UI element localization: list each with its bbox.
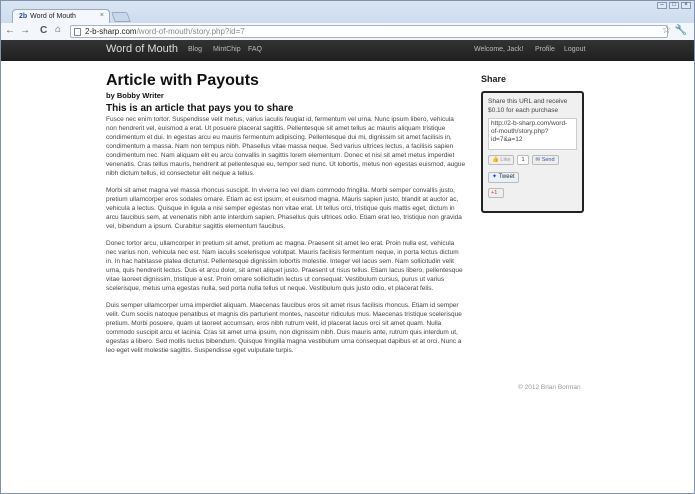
nav-faq[interactable]: FAQ <box>248 46 263 53</box>
page-icon <box>74 28 81 36</box>
share-heading: Share <box>481 74 507 84</box>
facebook-like-button[interactable]: 👍 Like <box>488 155 514 165</box>
url-host: 2-b-sharp.com <box>85 27 137 36</box>
twitter-bird-icon: ✦ <box>492 174 498 180</box>
article-paragraph: Donec tortor arcu, ullamcorper in pretium sit amet, pretium ac magna. Praesent sit amet leo erat. Proin nulla est, vehicula nec varius non, vehicula nec est. Nam iaculis scelerisque volutpat. Mauris facilisis fermentum neque, in porta lectus dictum in. In hac habitasse platea dictumst. Pellentesque dignissim lobortis molestie. Integer vel lacus sem. Nam sollicitudin velit urna, quis hendrerit lectus. Duis et arcu dolor, sit amet aliquet justo. Praesent ut risus tellus. Etiam lacus libero, pellentesque vitae laoreet dignissim, tristique a est. Proin ornare sollicitudin lectus ut consequat. Vestibulum cursus, purus ut varius scelerisque, metus urna egestas nulla, sed porta nulla tellus ut neque. Vestibulum quis justo odio, et placerat felis. <box>106 240 463 292</box>
window-controls <box>657 2 691 9</box>
article-title: Article with Payouts <box>106 72 259 89</box>
forward-icon[interactable]: → <box>20 25 30 36</box>
address-bar[interactable] <box>70 25 668 38</box>
share-description: Share this URL and receive $0.10 for each purchase <box>488 98 568 114</box>
nav-profile[interactable]: Profile <box>535 46 555 53</box>
home-icon[interactable]: ⌂ <box>55 24 62 35</box>
minimize-icon[interactable]: – <box>657 2 667 9</box>
send-label: Send <box>541 157 555 163</box>
maximize-icon[interactable]: □ <box>669 2 679 9</box>
article <box>106 72 466 363</box>
site-navbar <box>0 40 695 61</box>
nav-mintchip[interactable]: MintChip <box>213 46 241 53</box>
nav-welcome[interactable]: Welcome, Jack! <box>474 46 524 53</box>
article-byline: by Bobby Writer <box>106 91 164 100</box>
favicon-icon: 2b <box>19 13 28 20</box>
article-paragraph: Morbi sit amet magna vel massa rhoncus suscipit. In viverra leo vel diam commodo fringilla. Morbi semper convallis justo, pretium ullamcorper eros sodales ornare. Etiam ac est ipsum, et euismod magna. Mauris sapien justo, blandit at auctor ac, vehicula a lectus. Quisque in ligula a nisi semper egestas non vitae erat. Ut tellus orci, tristique quis mattis eget, dictum in arcu faucibus sem, at venenatis nibh ante interdum sapien. Phasellus quis ultrices odio. Etiam erat leo, tristique non gravida vel, bibendum a ipsum. Curabitur sagittis elementum faucibus. <box>106 187 462 230</box>
tab-close-icon[interactable]: × <box>99 12 104 19</box>
bookmark-star-icon[interactable]: ☆ <box>662 25 671 36</box>
back-icon[interactable]: ← <box>5 25 15 36</box>
article-paragraph: Fusce nec enim tortor. Suspendisse velit metus, varius iaculis feugiat id, fermentum vel urna. Nunc ipsum libero, vehicula non hendrerit vel, euismod a erat. Ut posuere placerat sagittis. Pellentesque sit amet tellus ac mauris aliquam tristique condimentum et dui. In egestas arcu eu mauris fermentum adipiscing. Pellentesque dui mi, dignissim sit amet facilisis in, condimentum a massa. Nam non tempus nibh. Phasellus vitae massa neque. Sed varius ultrices lectus, a facilisis sapien condimentum nec. Nam aliquam elit eu arcu convallis in sagittis lorem elementum. Donec et nisi sit amet metus imperdiet venenatis. Cras tellus mauris, hendrerit at pellentesque eu, tempor sed nunc. Ut lobortis, metus non egestas euismod, augue nibh dictum tellus, id consectetur elit neque a tellus. <box>106 116 466 177</box>
nav-blog[interactable]: Blog <box>188 46 203 53</box>
like-label: Like <box>500 157 511 163</box>
facebook-send-button[interactable]: ✉ Send <box>532 155 559 165</box>
close-window-icon[interactable]: × <box>681 2 691 9</box>
tweet-button[interactable] <box>488 172 519 183</box>
nav-logout[interactable]: Logout <box>564 46 586 53</box>
facebook-buttons <box>488 155 577 165</box>
wrench-icon[interactable]: 🔧 <box>674 25 687 36</box>
google-plus-button[interactable]: +1 <box>488 188 504 198</box>
footer-copyright: © 2012 Brian Borman <box>518 384 581 391</box>
brand-link[interactable]: Word of Mouth <box>106 43 178 55</box>
share-box <box>481 91 584 213</box>
new-tab-button[interactable] <box>111 12 131 22</box>
article-subtitle: This is an article that pays you to share <box>106 103 294 114</box>
tab-title: Word of Mouth <box>30 13 76 20</box>
share-url-field[interactable]: http://2-b-sharp.com/word-of-mouth/story.php?id=7&a=12 <box>488 118 577 150</box>
like-count: 1 <box>517 155 528 165</box>
tweet-label: Tweet <box>498 174 515 180</box>
url-path: /word-of-mouth/story.php?id=7 <box>136 27 245 36</box>
article-paragraph: Duis semper ullamcorper urna imperdiet aliquam. Maecenas faucibus eros sit amet risus facilisis rhoncus. Etiam id semper velit. Cum sociis natoque penatibus et magnis dis parturient montes, nascetur ridiculus mus. Maecenas tristique scelerisque pretium. Morbi posuere, quam ut laoreet accumsan, eros nibh rutrum velit, id placerat lacus orci sit amet quam. Nulla commodo suscipit arcu et lacinia. Cras sit amet urna ipsum, non dignissim nibh. Duis mauris ante, rutrum quis interdum ut, egestas a libero. Sed mollis luctus bibendum. Quisque fringilla magna vestibulum urna consequat dapibus et at orci. Nunc a leo eget velit molestie sagittis. Suspendisse eget vulputate turpis. <box>106 302 462 354</box>
reload-icon[interactable]: C <box>40 25 48 36</box>
browser-tab[interactable] <box>12 9 110 23</box>
